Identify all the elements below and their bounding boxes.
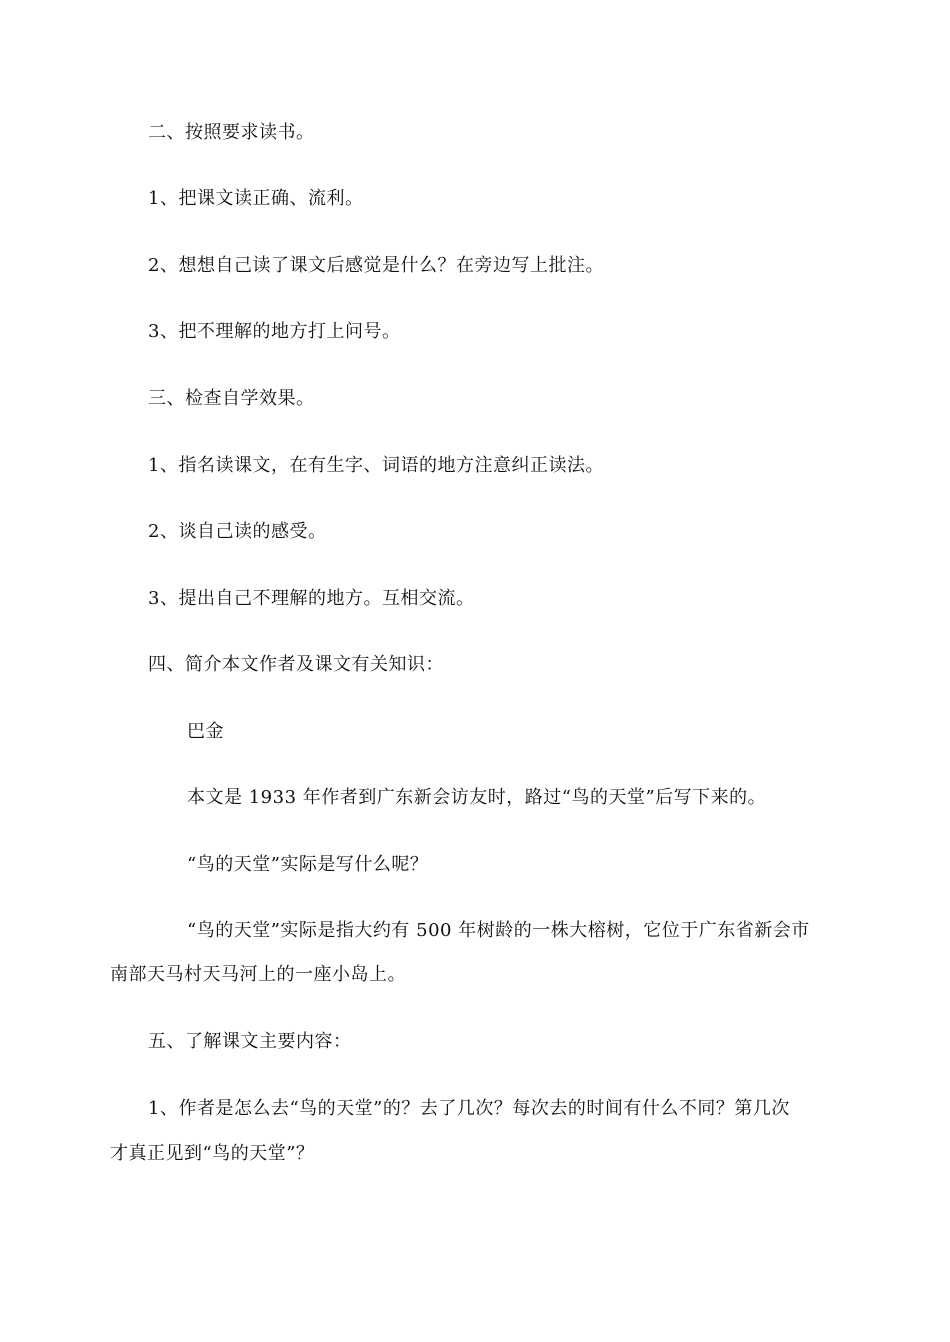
- author-name: 巴金: [187, 721, 224, 742]
- list-item: 2、谈自己读的感受。: [148, 521, 327, 542]
- list-item-continuation: 才真正见到“鸟的天堂”？: [110, 1143, 315, 1164]
- paragraph: “鸟的天堂”实际是指大约有 500 年树龄的一株大榕树，它位于广东省新会市: [187, 920, 810, 941]
- paragraph: 本文是 1933 年作者到广东新会访友时，路过“鸟的天堂”后写下来的。: [187, 787, 767, 808]
- paragraph-continuation: 南部天马村天马河上的一座小岛上。: [110, 964, 406, 985]
- list-item: 3、提出自己不理解的地方。互相交流。: [148, 588, 475, 609]
- paragraph: “鸟的天堂”实际是写什么呢？: [187, 854, 429, 875]
- list-item: 1、作者是怎么去“鸟的天堂”的？去了几次？每次去的时间有什么不同？第几次: [148, 1098, 790, 1119]
- list-item: 2、想想自己读了课文后感觉是什么？在旁边写上批注。: [148, 255, 604, 276]
- list-item: 3、把不理解的地方打上问号。: [148, 321, 401, 342]
- section-heading-self-study-check: 三、检查自学效果。: [148, 388, 315, 409]
- section-heading-reading-requirements: 二、按照要求读书。: [148, 122, 315, 143]
- list-item: 1、把课文读正确、流利。: [148, 188, 364, 209]
- list-item: 1、指名读课文，在有生字、词语的地方注意纠正读法。: [148, 455, 604, 476]
- section-heading-author-intro: 四、简介本文作者及课文有关知识：: [148, 654, 444, 675]
- section-heading-main-content: 五、了解课文主要内容：: [148, 1031, 352, 1052]
